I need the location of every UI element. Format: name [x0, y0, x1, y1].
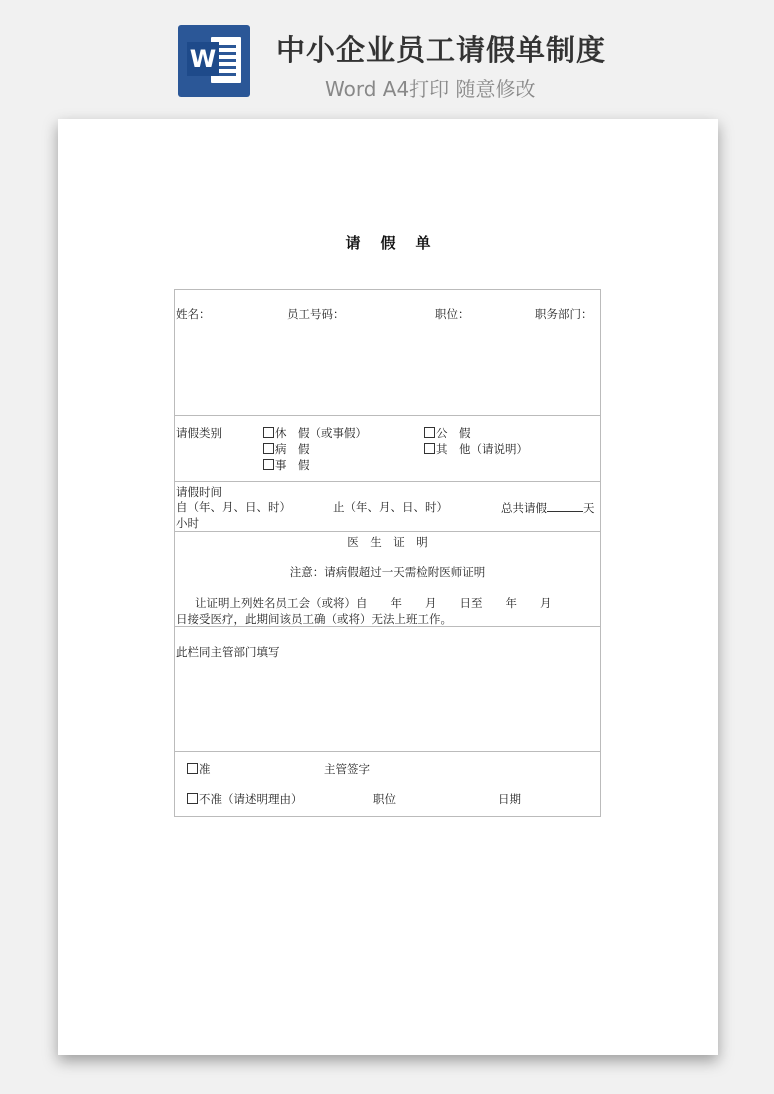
- supervisor-sign-label: 主管签字: [324, 762, 370, 776]
- leave-option-sick[interactable]: 病 假: [263, 441, 310, 457]
- checkbox-icon[interactable]: [187, 763, 198, 774]
- leave-option-other[interactable]: 其 他（请说明）: [424, 441, 528, 457]
- leave-from-label: 自（年、月、日、时）: [176, 500, 291, 514]
- approve-option[interactable]: 准: [187, 761, 211, 777]
- department-label: 职务部门：: [535, 307, 593, 321]
- doctor-section: [175, 531, 600, 627]
- unit-day: 天: [583, 501, 595, 515]
- position-label: 职位：: [435, 307, 470, 321]
- checkbox-icon[interactable]: [263, 443, 274, 454]
- leave-type-section: [175, 415, 600, 482]
- doctor-note: 注意：请病假超过一天需检附医师证明: [289, 565, 486, 579]
- checkbox-icon[interactable]: [263, 427, 274, 438]
- total-days-blank[interactable]: [547, 499, 583, 512]
- leave-option-vacation[interactable]: 休 假（或事假）: [263, 425, 367, 441]
- logo-letter: W: [187, 42, 219, 76]
- reject-option[interactable]: 不准（请述明理由）: [187, 791, 303, 807]
- document-title: 请假单: [345, 234, 451, 252]
- banner-subtitle: Word A4打印 随意修改: [325, 77, 536, 101]
- employee-id-label: 员工号码：: [287, 307, 345, 321]
- checkbox-icon[interactable]: [424, 443, 435, 454]
- leave-time-section: [175, 481, 600, 532]
- document-page: [58, 119, 718, 1055]
- leave-total: [501, 499, 595, 516]
- leave-type-label: 请假类别: [176, 426, 222, 440]
- doctor-heading: 医 生 证 明: [347, 535, 428, 549]
- leave-form-table: [174, 289, 601, 817]
- name-label: 姓名：: [176, 307, 211, 321]
- leave-to-label: 止（年、月、日、时）: [333, 500, 448, 514]
- supervisor-section: [175, 626, 600, 752]
- banner: [0, 0, 774, 110]
- approval-position-label: 职位: [373, 792, 396, 806]
- approval-section: [175, 751, 600, 816]
- doctor-line-1: 让证明上列姓名员工会（或将）自 年 月 日至 年 月: [195, 596, 552, 610]
- checkbox-icon[interactable]: [263, 459, 274, 470]
- leave-option-personal[interactable]: 事 假: [263, 457, 310, 473]
- unit-hour: 小时: [176, 516, 199, 530]
- leave-total-label: 总共请假: [501, 501, 547, 515]
- checkbox-icon[interactable]: [187, 793, 198, 804]
- doctor-line-2: 日接受医疗，此期间该员工确（或将）无法上班工作。: [176, 612, 452, 626]
- word-document-icon: [178, 25, 250, 97]
- leave-option-official[interactable]: 公 假: [424, 425, 471, 441]
- approval-date-label: 日期: [498, 792, 521, 806]
- checkbox-icon[interactable]: [424, 427, 435, 438]
- supervisor-label: 此栏同主管部门填写: [176, 645, 280, 659]
- leave-time-label: 请假时间: [176, 485, 222, 499]
- info-section: [175, 290, 600, 415]
- banner-title: 中小企业员工请假单制度: [276, 33, 607, 67]
